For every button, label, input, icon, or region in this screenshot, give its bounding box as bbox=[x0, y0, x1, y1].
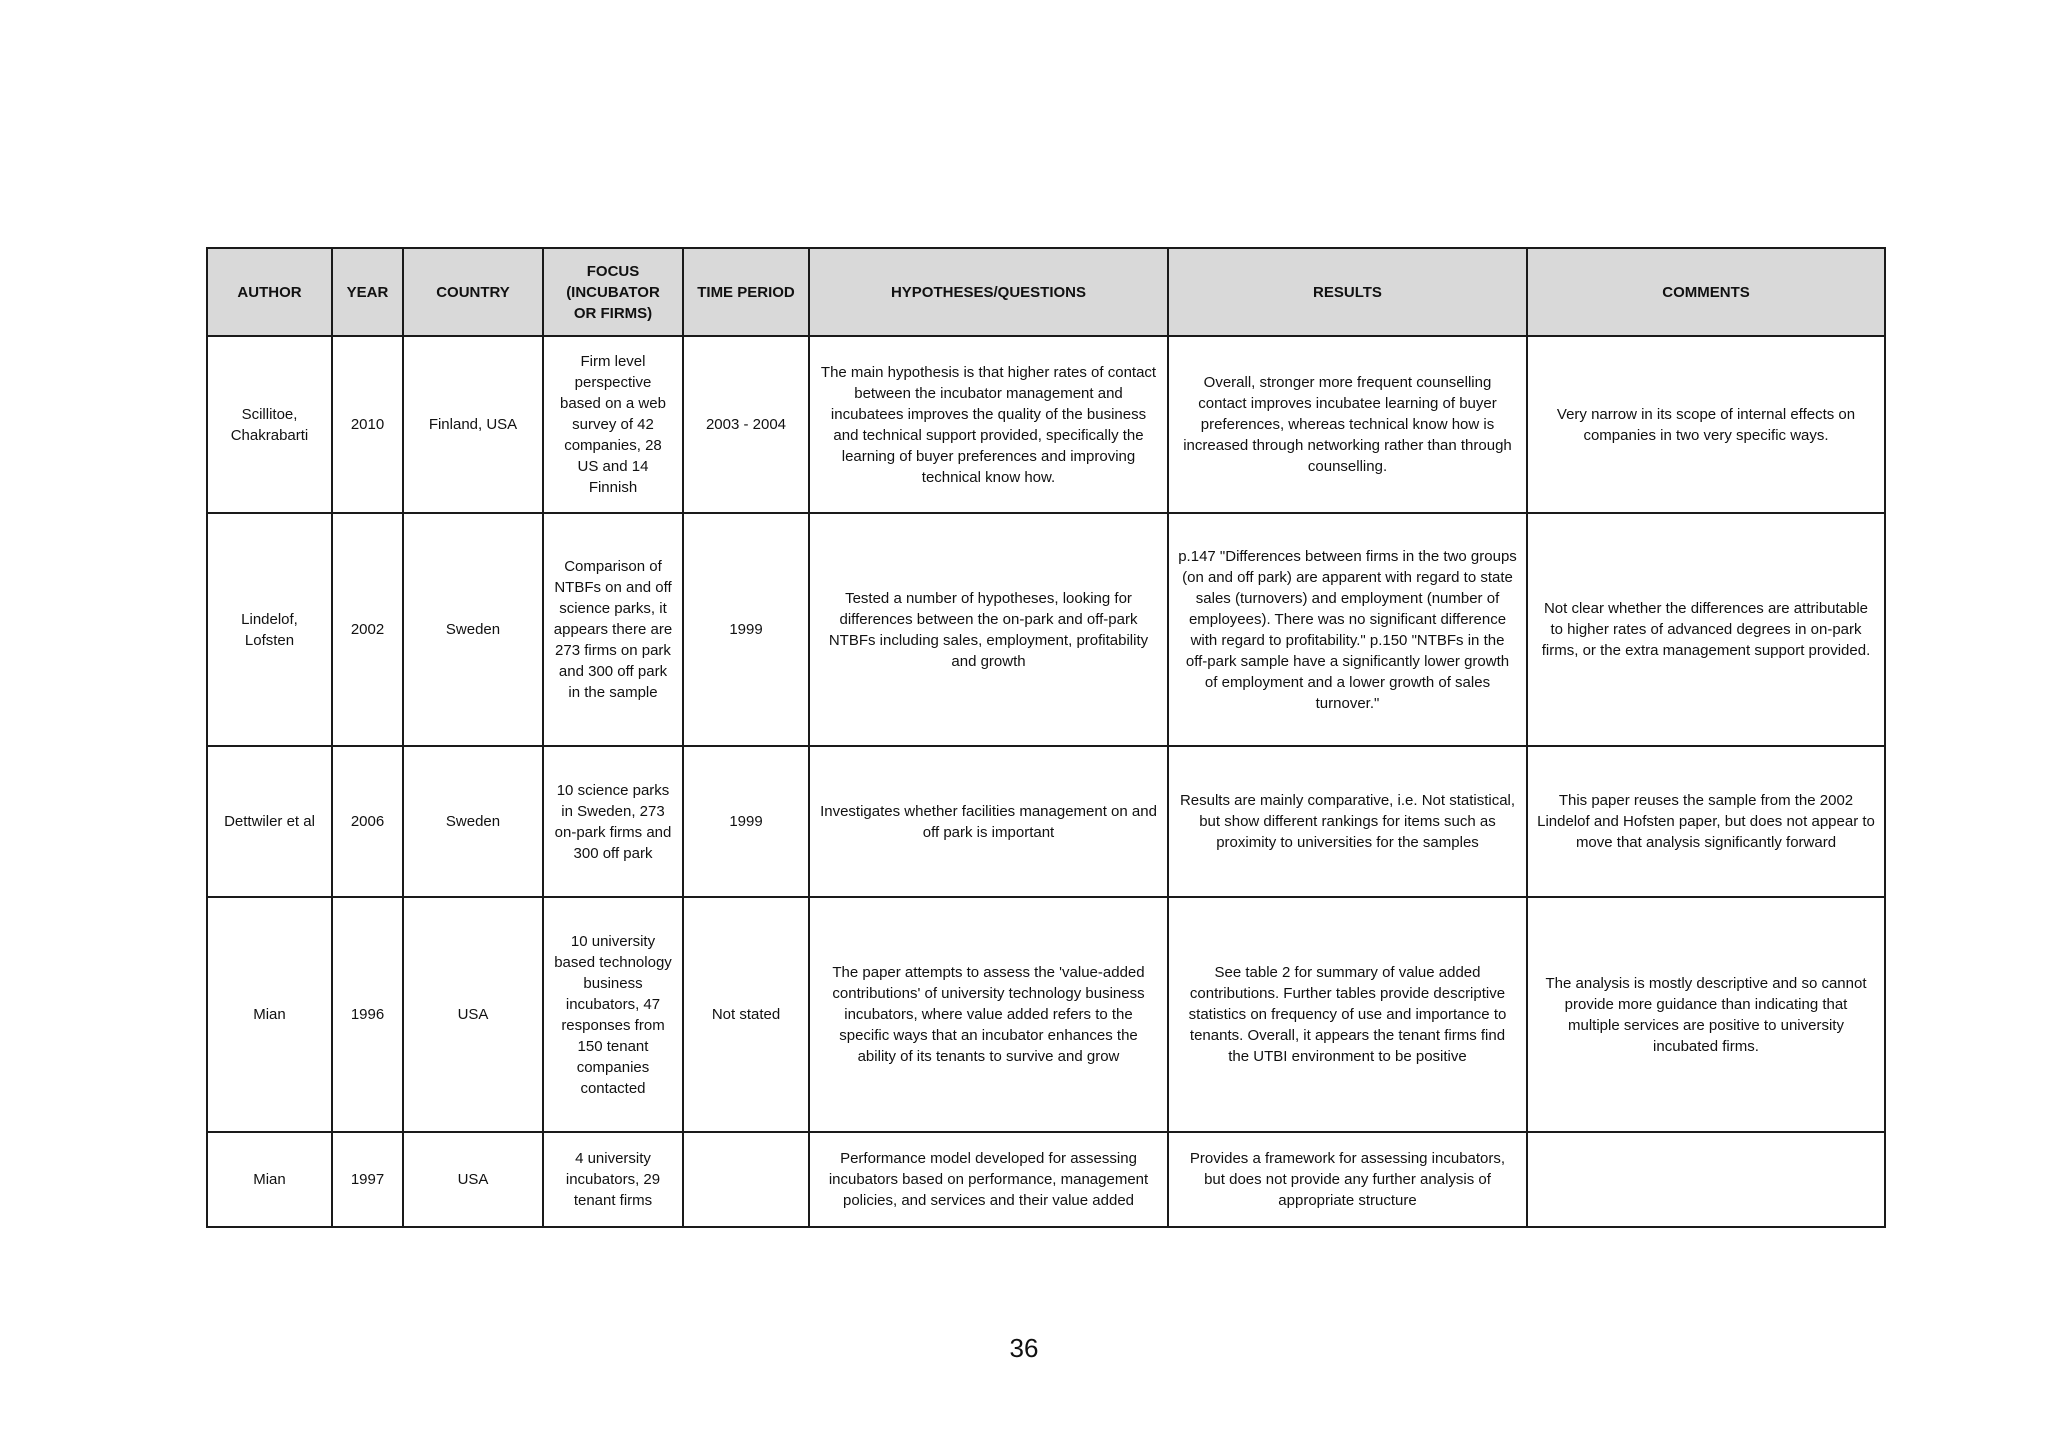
cell-country: Finland, USA bbox=[403, 336, 543, 513]
cell-results: Results are mainly comparative, i.e. Not statistical, but show different rankings for items such as proximity to universities for the samples bbox=[1168, 746, 1527, 897]
header-time-period: TIME PERIOD bbox=[683, 248, 809, 336]
header-hypotheses: HYPOTHESES/QUESTIONS bbox=[809, 248, 1168, 336]
page-number: 36 bbox=[1009, 1333, 1039, 1363]
header-year: YEAR bbox=[332, 248, 403, 336]
cell-focus: 10 university based technology business incubators, 47 responses from 150 tenant companies contacted bbox=[543, 897, 683, 1132]
cell-focus: Comparison of NTBFs on and off science parks, it appears there are 273 firms on park and 300 off park in the sample bbox=[543, 513, 683, 746]
cell-focus: Firm level perspective based on a web survey of 42 companies, 28 US and 14 Finnish bbox=[543, 336, 683, 513]
header-focus: FOCUS (INCUBATOR OR FIRMS) bbox=[543, 248, 683, 336]
cell-hypotheses: Tested a number of hypotheses, looking for differences between the on-park and off-park NTBFs including sales, employment, profitability and growth bbox=[809, 513, 1168, 746]
cell-author: Mian bbox=[207, 897, 332, 1132]
table-row bbox=[207, 1132, 1885, 1227]
cell-year: 2006 bbox=[332, 746, 403, 897]
cell-hypotheses: The main hypothesis is that higher rates of contact between the incubator management and incubatees improves the quality of the business and technical support provided, specifically the learning of buyer preferences and improving technical know how. bbox=[809, 336, 1168, 513]
cell-year: 2010 bbox=[332, 336, 403, 513]
table-header-row bbox=[207, 248, 1885, 336]
cell-time-period: 1999 bbox=[683, 746, 809, 897]
cell-year: 1997 bbox=[332, 1132, 403, 1227]
cell-time-period: Not stated bbox=[683, 897, 809, 1132]
table-row bbox=[207, 336, 1885, 513]
cell-country: Sweden bbox=[403, 746, 543, 897]
cell-author: Scillitoe, Chakrabarti bbox=[207, 336, 332, 513]
cell-time-period bbox=[683, 1132, 809, 1227]
cell-results: Overall, stronger more frequent counselling contact improves incubatee learning of buyer preferences, whereas technical know how is increased through networking rather than through counselling. bbox=[1168, 336, 1527, 513]
cell-time-period: 2003 - 2004 bbox=[683, 336, 809, 513]
cell-year: 2002 bbox=[332, 513, 403, 746]
header-country: COUNTRY bbox=[403, 248, 543, 336]
cell-country: USA bbox=[403, 1132, 543, 1227]
cell-results: Provides a framework for assessing incubators, but does not provide any further analysis of appropriate structure bbox=[1168, 1132, 1527, 1227]
cell-hypotheses: The paper attempts to assess the 'value-added contributions' of university technology business incubators, where value added refers to the specific ways that an incubator enhances the ability of its tenants to survive and grow bbox=[809, 897, 1168, 1132]
literature-review-table bbox=[206, 247, 1886, 1228]
table-row bbox=[207, 897, 1885, 1132]
header-comments: COMMENTS bbox=[1527, 248, 1885, 336]
cell-focus: 10 science parks in Sweden, 273 on-park firms and 300 off park bbox=[543, 746, 683, 897]
table-row bbox=[207, 513, 1885, 746]
table-row bbox=[207, 746, 1885, 897]
cell-comments bbox=[1527, 1132, 1885, 1227]
cell-comments: Not clear whether the differences are attributable to higher rates of advanced degrees in on-park firms, or the extra management support provided. bbox=[1527, 513, 1885, 746]
cell-comments: This paper reuses the sample from the 2002 Lindelof and Hofsten paper, but does not appear to move that analysis significantly forward bbox=[1527, 746, 1885, 897]
cell-results: p.147 "Differences between firms in the two groups (on and off park) are apparent with regard to state sales (turnovers) and employment (number of employees). There was no significant difference with regard to profitability." p.150 "NTBFs in the off-park sample have a significantly lower growth of employment and a lower growth of sales turnover." bbox=[1168, 513, 1527, 746]
cell-year: 1996 bbox=[332, 897, 403, 1132]
cell-time-period: 1999 bbox=[683, 513, 809, 746]
cell-comments: Very narrow in its scope of internal effects on companies in two very specific ways. bbox=[1527, 336, 1885, 513]
cell-author: Dettwiler et al bbox=[207, 746, 332, 897]
cell-focus: 4 university incubators, 29 tenant firms bbox=[543, 1132, 683, 1227]
header-results: RESULTS bbox=[1168, 248, 1527, 336]
cell-hypotheses: Investigates whether facilities management on and off park is important bbox=[809, 746, 1168, 897]
cell-author: Mian bbox=[207, 1132, 332, 1227]
cell-hypotheses: Performance model developed for assessing incubators based on performance, management policies, and services and their value added bbox=[809, 1132, 1168, 1227]
cell-comments: The analysis is mostly descriptive and so cannot provide more guidance than indicating that multiple services are positive to university incubated firms. bbox=[1527, 897, 1885, 1132]
cell-country: Sweden bbox=[403, 513, 543, 746]
cell-results: See table 2 for summary of value added contributions. Further tables provide descriptive statistics on frequency of use and importance to tenants. Overall, it appears the tenant firms find the UTBI environment to be positive bbox=[1168, 897, 1527, 1132]
cell-author: Lindelof, Lofsten bbox=[207, 513, 332, 746]
cell-country: USA bbox=[403, 897, 543, 1132]
header-author: AUTHOR bbox=[207, 248, 332, 336]
